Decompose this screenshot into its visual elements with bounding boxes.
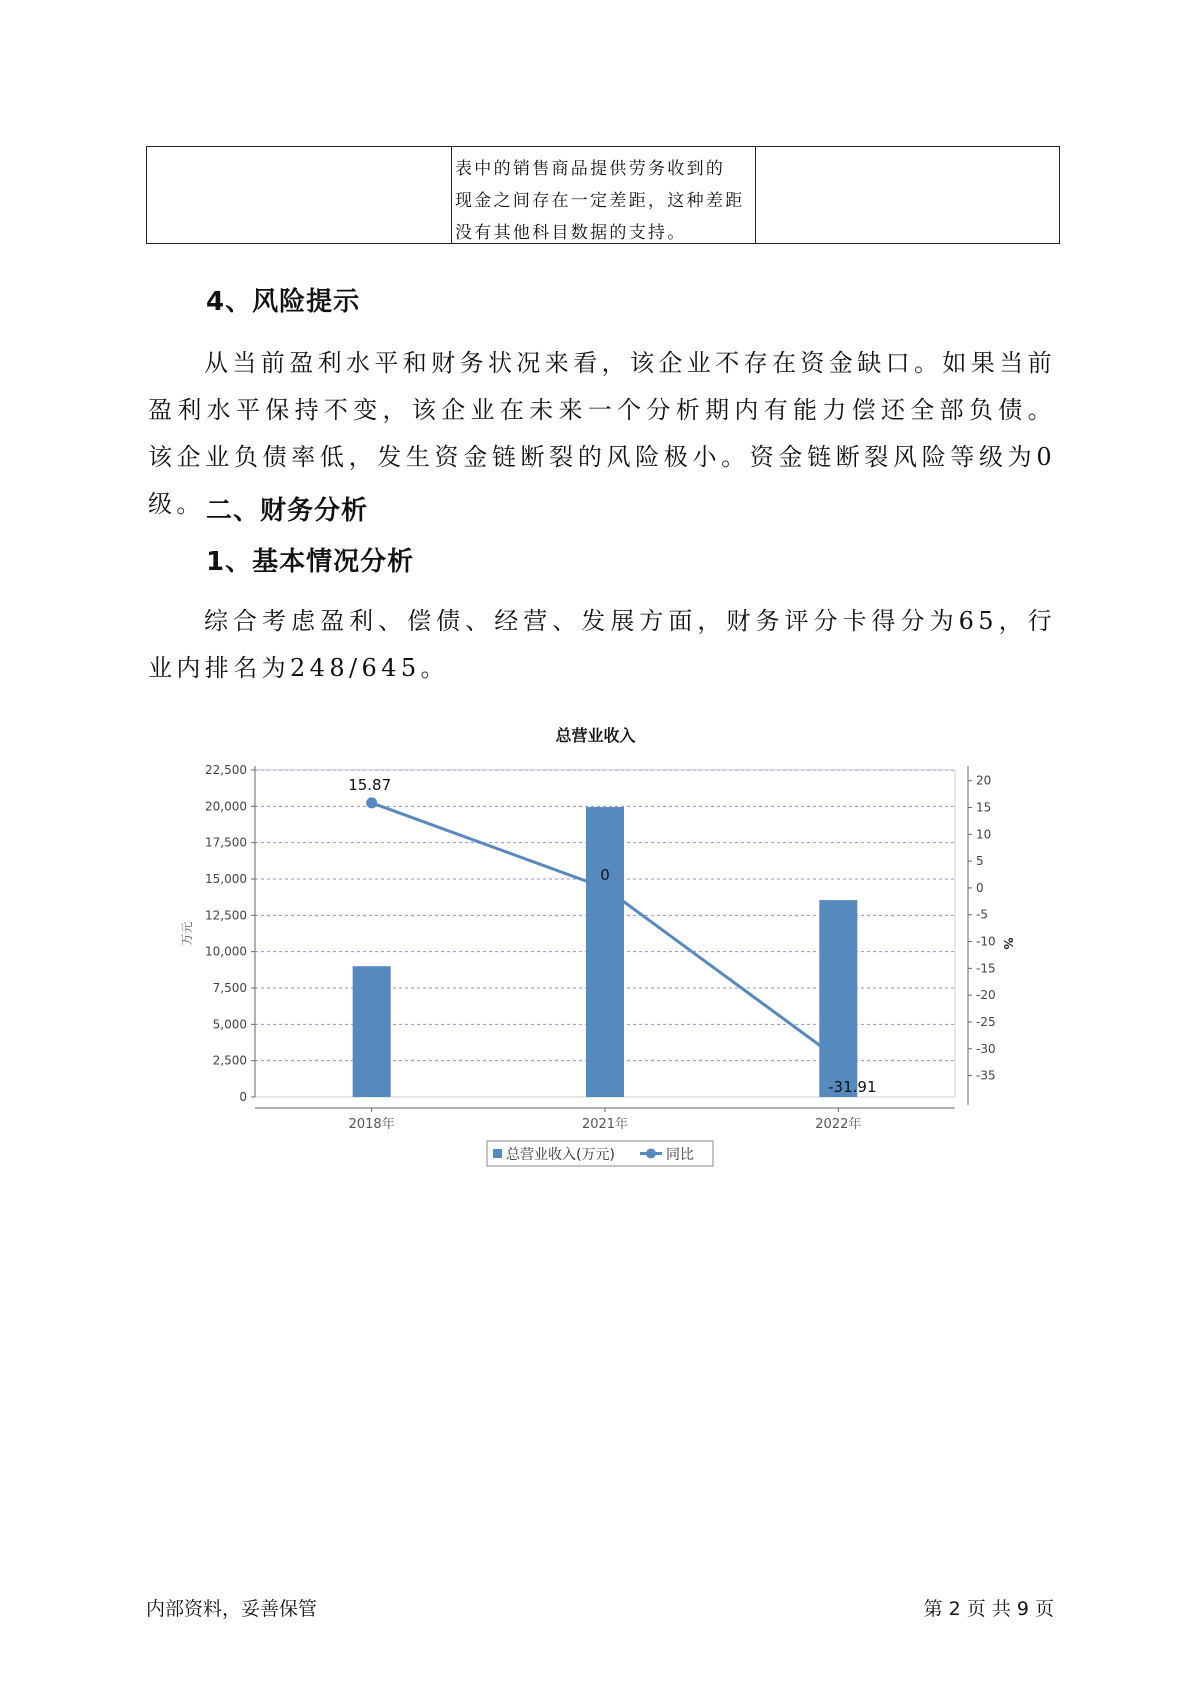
y-tick-label: 10,000 bbox=[205, 944, 247, 959]
y2-tick-label: 20 bbox=[976, 773, 992, 788]
footer-page-number: 第 2 页 共 9 页 bbox=[923, 1598, 1054, 1620]
y-tick-label: 2,500 bbox=[212, 1053, 247, 1068]
y2-tick-label: -30 bbox=[976, 1041, 996, 1056]
y2-tick-label: 5 bbox=[976, 854, 984, 869]
y2-tick-label: -15 bbox=[976, 961, 996, 976]
yoy-point bbox=[366, 797, 377, 808]
y-tick-label: 22,500 bbox=[205, 763, 247, 777]
y-tick-label: 12,500 bbox=[205, 908, 247, 923]
y2-tick-label: -20 bbox=[976, 988, 996, 1003]
x-tick-label: 2021年 bbox=[581, 1117, 629, 1132]
revenue-bar bbox=[819, 900, 857, 1097]
y2-tick-label: 10 bbox=[976, 827, 992, 842]
section-heading-risk: 4、风险提示 bbox=[206, 287, 361, 317]
legend-line-marker bbox=[646, 1149, 656, 1159]
y-tick-label: 17,500 bbox=[205, 835, 247, 850]
y2-tick-label: 15 bbox=[976, 800, 992, 815]
section-heading-finance: 二、财务分析 bbox=[206, 496, 369, 526]
y2-tick-label: -35 bbox=[976, 1068, 996, 1083]
legend-bar-swatch bbox=[493, 1149, 502, 1158]
finance-paragraph: 综合考虑盈利、偿债、经营、发展方面，财务评分卡得分为65，行业内排名为248/645。 bbox=[148, 607, 1056, 682]
table-cell-line: 没有其他科目数据的支持。 bbox=[455, 223, 687, 243]
y2-tick-label: -25 bbox=[976, 1014, 996, 1029]
table-cell-line: 现金之间存在一定差距，这种差距 bbox=[455, 191, 745, 211]
footer-confidential: 内部资料，妥善保管 bbox=[146, 1598, 318, 1620]
legend-label-yoy: 同比 bbox=[666, 1147, 694, 1163]
table-cell-line: 表中的销售商品提供劳务收到的 bbox=[455, 159, 726, 179]
y-tick-label: 20,000 bbox=[205, 799, 247, 814]
y2-tick-label: -5 bbox=[976, 907, 988, 922]
y-tick-label: 5,000 bbox=[212, 1017, 247, 1032]
risk-paragraph: 从当前盈利水平和财务状况来看，该企业不存在资金缺口。如果当前盈利水平保持不变，该企业在未来一个分析期内有能力偿还全部负债。该企业负债率低，发生资金链断裂的风险极小。资金链断裂风险等级为0级。 bbox=[148, 349, 1056, 518]
y-axis-title: 万元 bbox=[180, 921, 194, 946]
legend-label-revenue: 总营业收入(万元) bbox=[506, 1147, 615, 1163]
y-tick-label: 0 bbox=[239, 1090, 247, 1104]
chart-title: 总营业收入 bbox=[555, 726, 636, 745]
yoy-data-label: 0 bbox=[600, 865, 610, 884]
y2-tick-label: -10 bbox=[976, 934, 996, 949]
x-tick-label: 2022年 bbox=[815, 1117, 862, 1132]
subsection-heading-basic: 1、基本情况分析 bbox=[206, 547, 415, 577]
yoy-data-label: 15.87 bbox=[348, 775, 392, 794]
y2-axis-title: % bbox=[1001, 937, 1015, 950]
yoy-data-label: -31.91 bbox=[828, 1077, 877, 1096]
x-tick-label: 2018年 bbox=[348, 1117, 395, 1132]
y2-tick-label: 0 bbox=[976, 880, 984, 895]
y-tick-label: 7,500 bbox=[212, 981, 247, 995]
revenue-bar bbox=[353, 966, 391, 1097]
revenue-bar bbox=[586, 807, 624, 1097]
y-tick-label: 15,000 bbox=[205, 872, 247, 886]
